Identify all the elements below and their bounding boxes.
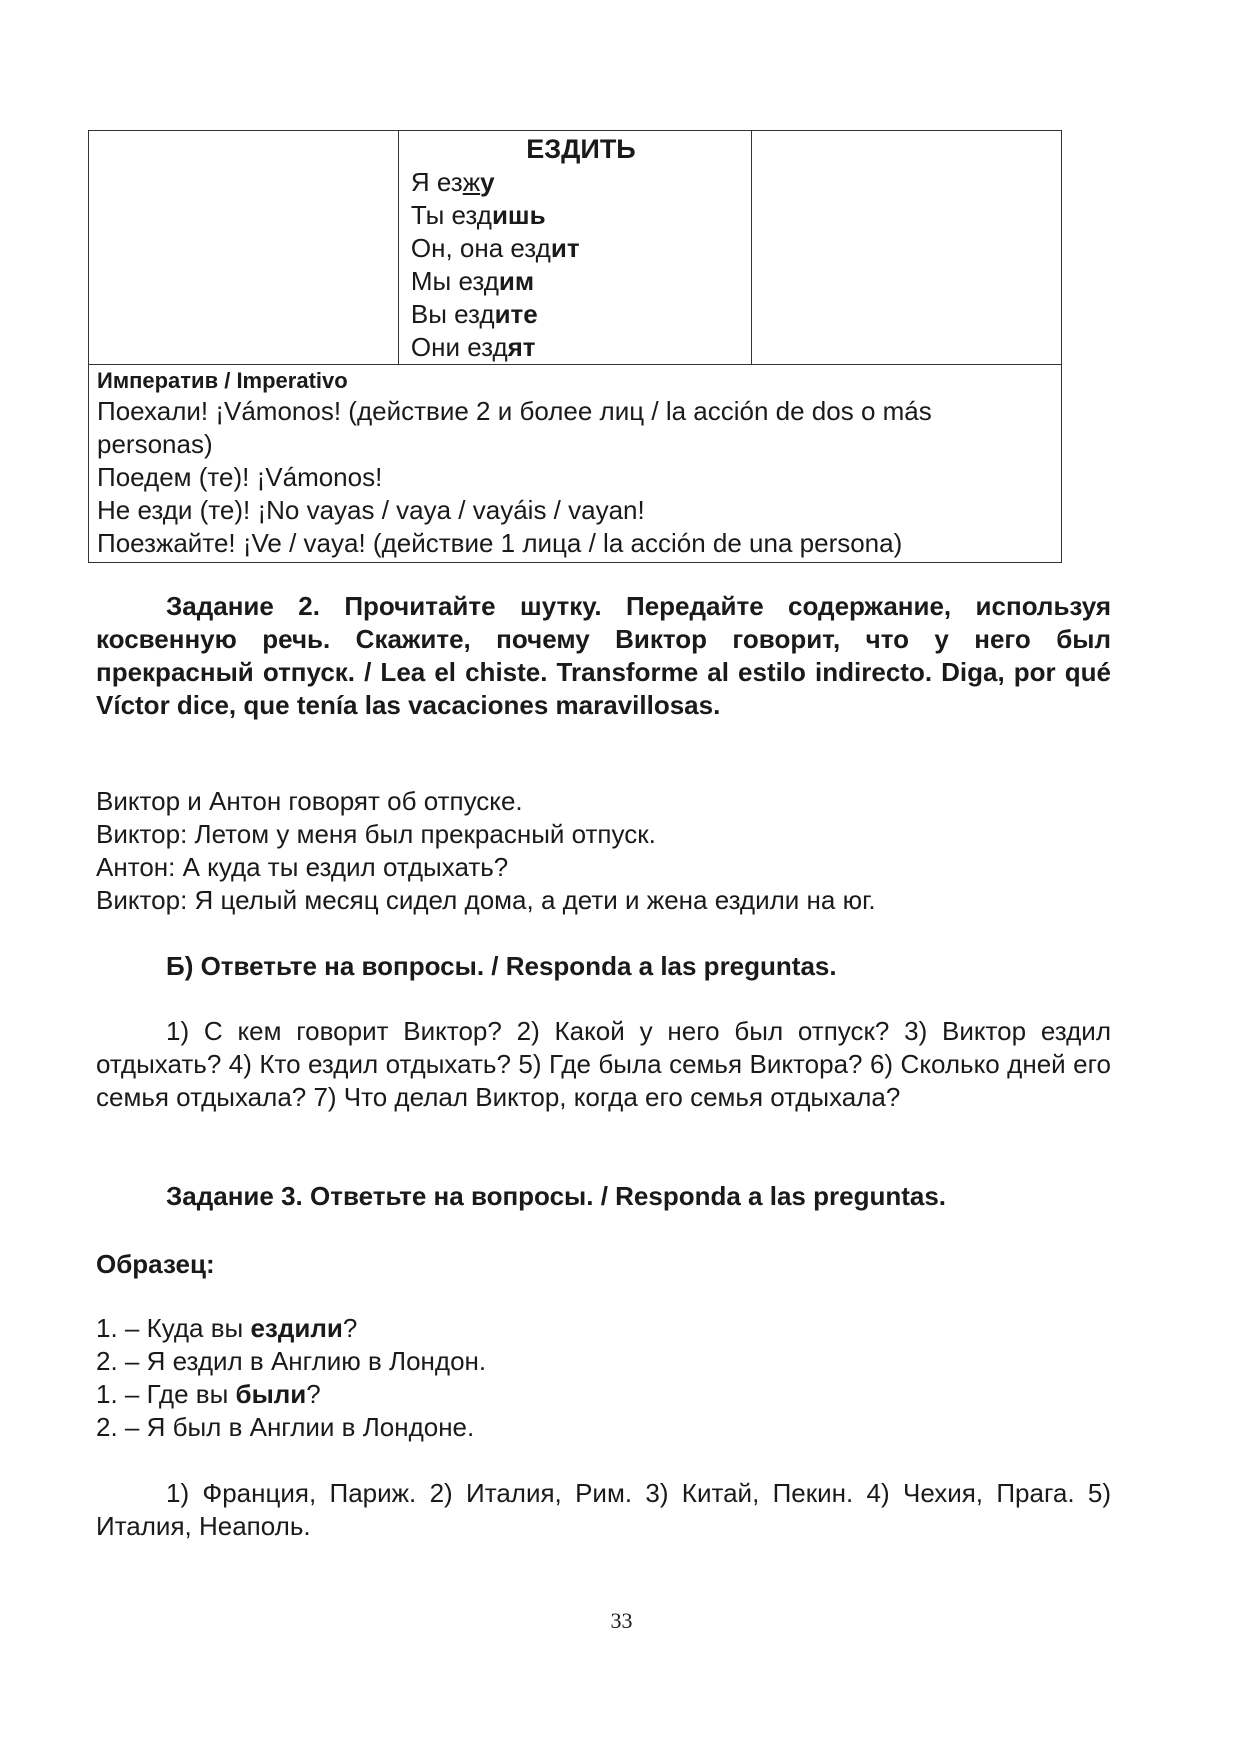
sample-line-1: 1. – Куда вы ездили? [96, 1313, 358, 1343]
table-empty-cell-left [89, 131, 399, 365]
imperative-cell [89, 365, 1062, 563]
dialogue-line-1: Виктор и Антон говорят об отпуске. [96, 786, 523, 816]
conj-row-2: Ты ездишь [410, 200, 546, 230]
dialogue-line-3: Антон: А куда ты ездил отдыхать? [96, 852, 509, 882]
sample-dialogue [96, 1312, 1111, 1444]
imperative-line-2: Поедем (те)! ¡Vámonos! [97, 462, 383, 492]
conjugation-table [88, 130, 1062, 563]
conjugation-cell [398, 131, 751, 365]
imperative-line-4: Поезжайте! ¡Ve / vaya! (действие 1 лица / la acción de una persona) [97, 528, 903, 558]
task2-title: Задание 2. Прочитайте шутку. Передайте содержание, используя косвенную речь. Скажите, почему Виктор говорит, что у него был прекрасный отпуск. / Lea el chiste. Transforme al estilo indirecto. Diga, por qué Víctor dice, que tenía las vacaciones maravillosas. [96, 591, 1111, 720]
verb-title: ЕЗДИТЬ [526, 134, 636, 164]
sample-line-4: 2. – Я был в Англии в Лондоне. [96, 1412, 475, 1442]
conj-row-3: Он, она ездит [410, 233, 580, 263]
task2-questions: 1) С кем говорит Виктор? 2) Какой у него был отпуск? 3) Виктор ездил отдыхать? 4) Кто ездил отдыхать? 5) Где была семья Виктора? 6) Сколько дней его семья отдыхала? 7) Что делал Виктор, когда его семья отдыхала? [96, 1016, 1111, 1112]
task2-subtitle: Б) Ответьте на вопросы. / Responda a las preguntas. [166, 951, 837, 981]
imperative-line-1: Поехали! ¡Vámonos! (действие 2 и более лиц / la acción de dos o más personas) [97, 396, 932, 459]
sample-line-2: 2. – Я ездил в Англию в Лондон. [96, 1346, 487, 1376]
sample-label: Образец: [96, 1249, 215, 1279]
page-number: 33 [610, 1608, 633, 1633]
table-empty-cell-right [752, 131, 1062, 365]
imperative-heading: Императив / Imperativo [97, 368, 348, 393]
dialogue-line-4: Виктор: Я целый месяц сидел дома, а дети и жена ездили на юг. [96, 885, 876, 915]
imperative-line-3: Не езди (те)! ¡No vayas / vaya / vayáis / vayan! [97, 495, 645, 525]
dialogue-line-2: Виктор: Летом у меня был прекрасный отпуск. [96, 819, 656, 849]
conj-row-5: Вы ездите [410, 299, 538, 329]
task3-title: Задание 3. Ответьте на вопросы. / Responda a las preguntas. [166, 1181, 947, 1211]
conj-row-6: Они ездят [410, 332, 536, 362]
conj-row-4: Мы ездим [410, 266, 535, 296]
task2-dialogue [96, 785, 1111, 917]
conj-row-1: Я езжу [410, 167, 495, 197]
sample-line-3: 1. – Где вы были? [96, 1379, 321, 1409]
task3-items: 1) Франция, Париж. 2) Италия, Рим. 3) Китай, Пекин. 4) Чехия, Прага. 5) Италия, Неаполь. [96, 1478, 1111, 1541]
